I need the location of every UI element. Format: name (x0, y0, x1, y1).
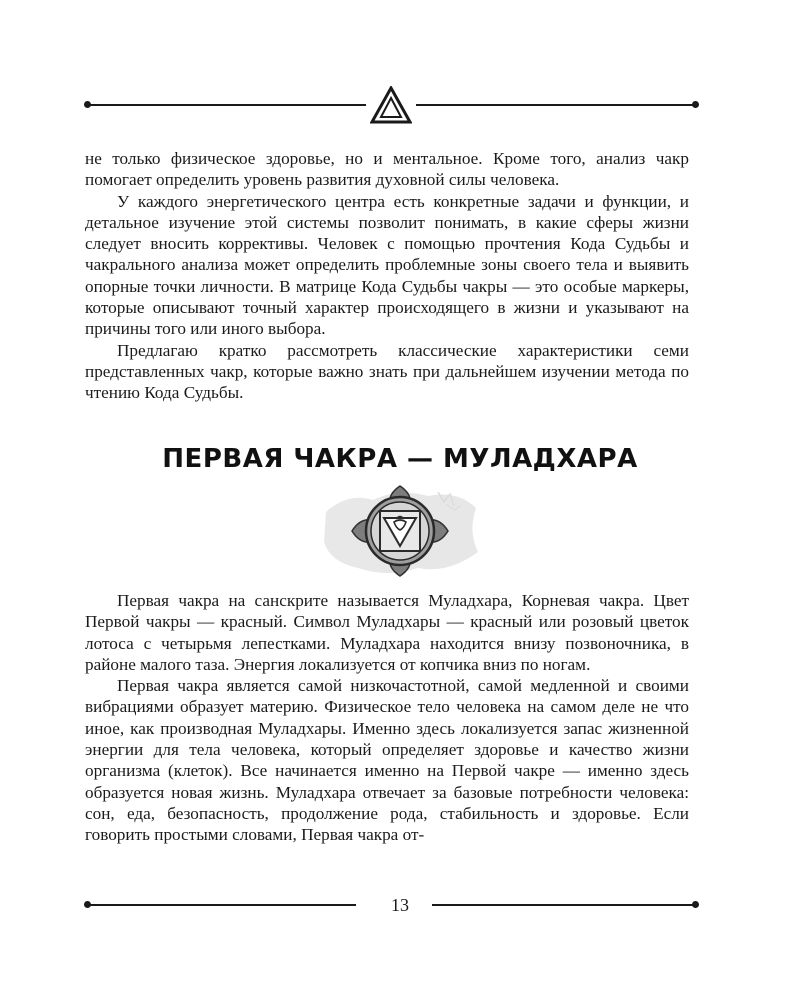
footer-right-rule (432, 904, 694, 906)
muladhara-chakra-icon (318, 482, 483, 580)
triangle-ornament-icon (370, 86, 412, 124)
paragraph: Предлагаю кратко рассмотреть классические характеристики семи представленных чакр, которые важно знать при дальнейшем изучении метода по чтению Кода Судьбы. (85, 340, 689, 403)
chapter-title: ПЕРВАЯ ЧАКРА — МУЛАДХАРА (162, 444, 638, 474)
header-right-dot (692, 101, 699, 108)
body-text-top (85, 148, 689, 404)
page-number: 13 (391, 895, 409, 915)
paragraph: не только физическое здоровье, но и ментальное. Кроме того, анализ чакр помогает определить уровень развития духовной силы человека. (85, 149, 689, 190)
body-text-bottom (85, 590, 689, 846)
footer-right-dot (692, 901, 699, 908)
paragraph: У каждого энергетического центра есть конкретные задачи и функции, и детальное изучение этой системы позволит понимать, в какие сферы жизни следует вносить коррективы. Человек с помощью прочтения Кода Судьбы и чакрального анализа может определить проблемные зоны своего тела и выявить опорные точки личности. В матрице Кода Судьбы чакры — это особые маркеры, которые описывают точный характер происходящего в жизни и указывают на причины того или иного выбора. (85, 191, 689, 339)
header-right-rule (416, 104, 696, 106)
paragraph: Первая чакра на санскрите называется Муладхара, Корневая чакра. Цвет Первой чакры — красный. Символ Муладхары — красный или розовый цветок лотоса с четырьмя лепестками. Муладхара находится внизу позвоночника, в районе малого таза. Энергия локализуется от копчика вниз по ногам. (85, 591, 689, 674)
paragraph: Первая чакра является самой низкочастотной, самой медленной и своими вибрациями образует материю. Физическое тело человека на самом деле не что иное, как производная Муладхары. Именно здесь локализуется запас жизненной энергии для тела человека, который определяет здоровье и качество жизни организма (клеток). Все начинается именно на Первой чакре — именно здесь образуется новая жизнь. Муладхара отвечает за базовые потребности человека: сон, еда, безопасность, продолжение рода, стабильность и здоровье. Если говорить простыми словами, Первая чакра от- (85, 676, 689, 845)
header-left-rule (88, 104, 366, 106)
